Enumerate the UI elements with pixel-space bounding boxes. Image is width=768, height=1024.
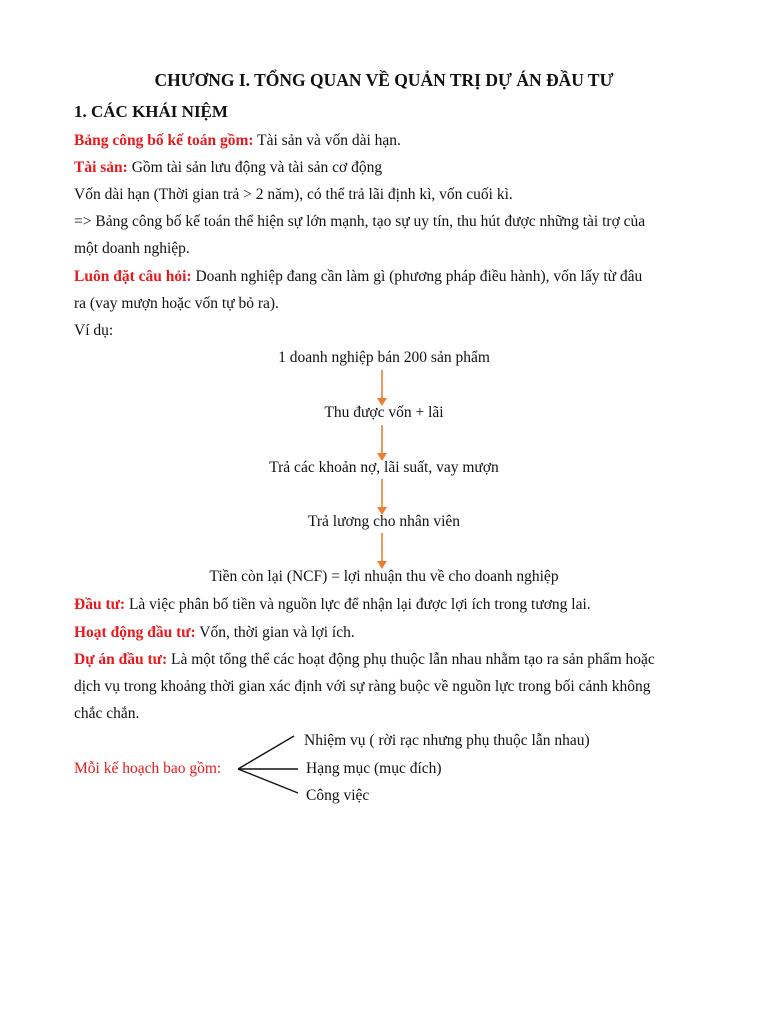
term-text: Gồm tài sản lưu động và tài sản cơ động [127,159,383,176]
term-label: Bảng công bố kế toán gồm: [74,132,254,149]
term-label: Luôn đặt câu hỏi: [74,268,192,285]
flow-step-4: Trả lương cho nhân viên [307,513,461,530]
paragraph-project-line2: dịch vụ trong khoảng thời gian xác định với sự ràng buộc về nguồn lực trong bối cảnh không [74,678,651,695]
paragraph-balance-sheet [74,132,401,150]
paragraph-long-term-capital: Vốn dài hạn (Thời gian trả > 2 năm), có thể trả lãi định kì, vốn cuối kì. [74,186,513,203]
section-heading: 1. CÁC KHÁI NIỆM [74,102,228,121]
term-label: Dự án đầu tư: [74,651,168,668]
term-label: Đầu tư: [74,596,126,613]
term-text: Tài sản và vốn dài hạn. [253,132,401,149]
term-text: Doanh nghiệp đang cần làm gì (phương pháp điều hành), vốn lấy từ đâu [191,268,643,285]
plan-item-work: Công việc [306,787,370,804]
term-text: Là một tổng thể các hoạt động phụ thuộc lẫn nhau nhằm tạo ra sản phẩm hoặc [167,651,655,668]
flow-arrow-4 [376,533,388,569]
page-title: CHƯƠNG I. TỔNG QUAN VỀ QUẢN TRỊ DỰ ÁN ĐẦU TƯ [154,70,614,90]
paragraph-project-line1 [74,651,655,669]
plan-item-tasks: Nhiệm vụ ( rời rạc nhưng phụ thuộc lẫn nhau) [304,732,590,749]
term-text: Vốn, thời gian và lợi ích. [195,624,355,641]
flow-step-2: Thu được vốn + lãi [324,404,444,421]
flow-step-1: 1 doanh nghiệp bán 200 sản phẩm [278,349,490,366]
flow-arrow-1 [376,370,388,406]
term-label: Hoạt động đầu tư: [74,624,196,641]
term-label: Tài sản: [74,159,128,176]
flow-arrow-2 [376,425,388,461]
paragraph-investment [74,596,591,614]
example-label: Ví dụ: [74,322,114,339]
plan-item-categories: Hạng mục (mục đích) [306,760,442,777]
plan-label: Mỗi kế hoạch bao gồm: [74,760,222,777]
flow-step-3: Trả các khoản nợ, lãi suất, vay mượn [269,459,499,476]
plan-branch-lines [236,730,306,800]
paragraph-conclusion-line1: => Bảng công bố kế toán thể hiện sự lớn mạnh, tạo sự uy tín, thu hút được những tài trợ của [74,213,646,230]
paragraph-assets [74,159,382,177]
flow-step-5: Tiền còn lại (NCF) = lợi nhuận thu về cho doanh nghiệp [209,568,559,585]
paragraph-investment-activity [74,624,355,642]
term-text: Là việc phân bố tiền và nguồn lực để nhận lại được lợi ích trong tương lai. [125,596,591,613]
flow-arrow-3 [376,479,388,515]
paragraph-questions-line2: ra (vay mượn hoặc vốn tự bỏ ra). [74,295,279,312]
paragraph-conclusion-line2: một doanh nghiệp. [74,240,190,257]
paragraph-questions-line1 [74,268,642,286]
paragraph-project-line3: chắc chắn. [74,705,140,722]
